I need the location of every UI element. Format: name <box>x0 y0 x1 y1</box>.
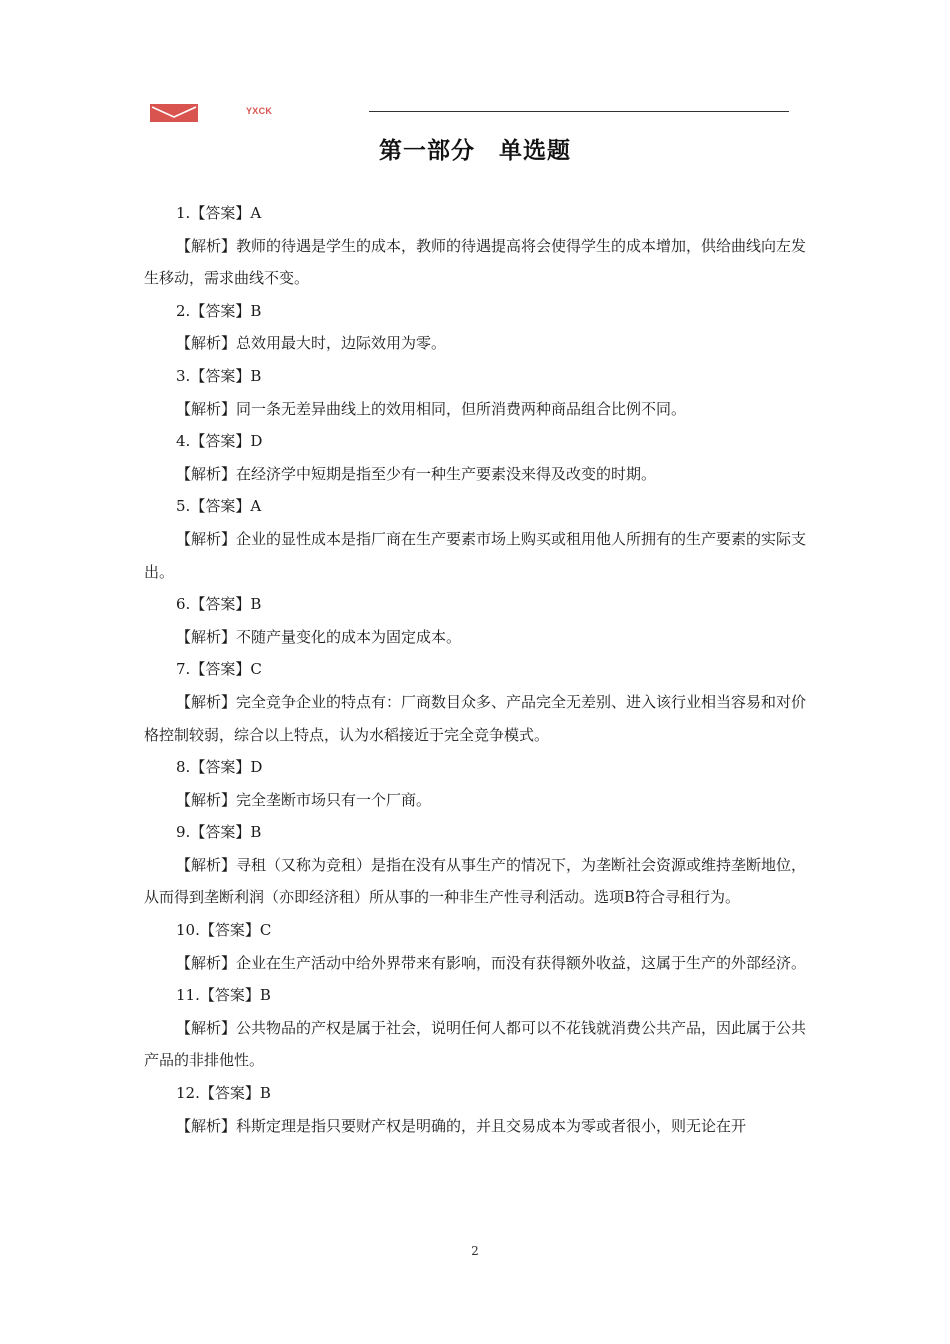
answer-line <box>144 295 808 328</box>
explanation-line <box>144 1012 808 1077</box>
explanation-text: 完全竞争企业的特点有：厂商数目众多、产品完全无差别、进入该行业相当容易和对价格控制较弱，综合以上特点，认为水稻接近于完全竞争模式。 <box>144 692 807 744</box>
explanation-label: 【解析】 <box>176 953 237 972</box>
explanation-label: 【解析】 <box>176 1116 237 1135</box>
answer-label: 【答案】 <box>190 432 251 451</box>
answer-line <box>144 751 808 784</box>
answer-label: 【答案】 <box>190 595 251 614</box>
question-number: 6. <box>176 595 191 614</box>
question-number: 1. <box>176 204 191 222</box>
answer-label: 【答案】 <box>199 986 260 1005</box>
answer-value: B <box>250 301 262 320</box>
explanation-text: 教师的待遇是学生的成本，教师的待遇提高将会使得学生的成本增加，供给曲线向左发生移动，需求曲线不变。 <box>144 236 807 288</box>
answer-list <box>144 197 808 1142</box>
question-number: 8. <box>176 758 191 777</box>
answer-label: 【答案】 <box>190 366 251 385</box>
answer-line <box>144 490 808 523</box>
explanation-label: 【解析】 <box>176 627 237 646</box>
answer-line <box>144 979 808 1012</box>
question-number: 11. <box>176 986 200 1005</box>
answer-line <box>144 360 808 393</box>
question-item <box>144 425 808 490</box>
page-title: 第一部分 单选题 <box>379 138 571 164</box>
question-number: 3. <box>176 366 191 385</box>
answer-value: C <box>250 660 262 679</box>
question-number: 4. <box>176 432 191 451</box>
answer-value: A <box>250 204 262 222</box>
answer-value: B <box>259 986 271 1005</box>
question-number: 10. <box>176 921 200 940</box>
question-item <box>144 914 808 979</box>
answer-line <box>144 653 808 686</box>
explanation-text: 企业的显性成本是指厂商在生产要素市场上购买或租用他人所拥有的生产要素的实际支出。 <box>144 529 807 581</box>
question-item <box>144 653 808 751</box>
question-number: 2. <box>176 301 191 320</box>
answer-label: 【答案】 <box>199 1084 260 1103</box>
answer-value: C <box>259 921 272 940</box>
explanation-line <box>144 327 808 360</box>
explanation-label: 【解析】 <box>176 1018 237 1037</box>
explanation-label: 【解析】 <box>176 236 237 255</box>
page-header <box>0 0 950 130</box>
answer-line <box>144 816 808 849</box>
explanation-label: 【解析】 <box>176 790 237 809</box>
explanation-text: 企业在生产活动中给外界带来有影响，而没有获得额外收益，这属于生产的外部经济。 <box>236 953 807 972</box>
question-number: 12. <box>176 1084 200 1103</box>
question-item <box>144 979 808 1077</box>
explanation-text: 科斯定理是指只要财产权是明确的，并且交易成本为零或者很小，则无论在开 <box>236 1116 747 1135</box>
explanation-label: 【解析】 <box>176 334 237 353</box>
answer-line <box>144 914 808 947</box>
explanation-line <box>144 523 808 588</box>
explanation-label: 【解析】 <box>176 529 237 548</box>
question-item <box>144 588 808 653</box>
header-divider <box>369 111 789 112</box>
question-number: 7. <box>176 660 191 679</box>
answer-line <box>144 197 808 230</box>
brand-logo-text: YXCK <box>246 106 273 116</box>
answer-value: D <box>250 758 263 777</box>
explanation-text: 在经济学中短期是指至少有一种生产要素没来得及改变的时期。 <box>236 464 657 483</box>
question-item <box>144 197 808 295</box>
explanation-line <box>144 621 808 654</box>
explanation-line <box>144 947 808 980</box>
answer-line <box>144 1077 808 1110</box>
explanation-label: 【解析】 <box>176 855 237 874</box>
question-number: 9. <box>176 823 191 842</box>
answer-label: 【答案】 <box>190 204 251 222</box>
answer-label: 【答案】 <box>190 497 251 516</box>
page-number: 2 <box>471 1244 479 1258</box>
envelope-logo-icon <box>150 104 198 122</box>
answer-label: 【答案】 <box>190 660 251 679</box>
explanation-text: 同一条无差异曲线上的效用相同，但所消费两种商品组合比例不同。 <box>236 399 687 418</box>
answer-value: D <box>250 432 263 451</box>
answer-value: B <box>250 595 262 614</box>
question-item <box>144 816 808 914</box>
explanation-label: 【解析】 <box>176 399 237 418</box>
explanation-line <box>144 393 808 426</box>
question-item <box>144 751 808 816</box>
explanation-label: 【解析】 <box>176 464 237 483</box>
answer-value: A <box>250 497 262 516</box>
question-item <box>144 1077 808 1142</box>
answer-value: B <box>250 823 262 842</box>
explanation-line <box>144 784 808 817</box>
explanation-line <box>144 230 808 295</box>
explanation-line <box>144 849 808 914</box>
explanation-line <box>144 686 808 751</box>
explanation-label: 【解析】 <box>176 692 237 711</box>
question-number: 5. <box>176 497 191 516</box>
explanation-text: 公共物品的产权是属于社会，说明任何人都可以不花钱就消费公共产品，因此属于公共产品的非排他性。 <box>144 1018 807 1070</box>
explanation-text: 寻租（又称为竞租）是指在没有从事生产的情况下，为垄断社会资源或维持垄断地位，从而得到垄断利润（亦即经济租）所从事的一种非生产性寻利活动。选项B符合寻租行为。 <box>144 855 807 907</box>
explanation-text: 不随产量变化的成本为固定成本。 <box>236 627 462 646</box>
answer-label: 【答案】 <box>190 823 251 842</box>
answer-line <box>144 588 808 621</box>
question-item <box>144 490 808 588</box>
answer-label: 【答案】 <box>190 301 251 320</box>
explanation-text: 完全垄断市场只有一个厂商。 <box>236 790 432 809</box>
explanation-line <box>144 458 808 491</box>
answer-value: B <box>250 366 262 385</box>
question-item <box>144 295 808 360</box>
answer-value: B <box>259 1084 271 1103</box>
answer-label: 【答案】 <box>190 758 251 777</box>
explanation-text: 总效用最大时，边际效用为零。 <box>236 334 447 353</box>
question-item <box>144 360 808 425</box>
answer-label: 【答案】 <box>199 921 260 940</box>
explanation-line <box>144 1110 808 1143</box>
answer-line <box>144 425 808 458</box>
